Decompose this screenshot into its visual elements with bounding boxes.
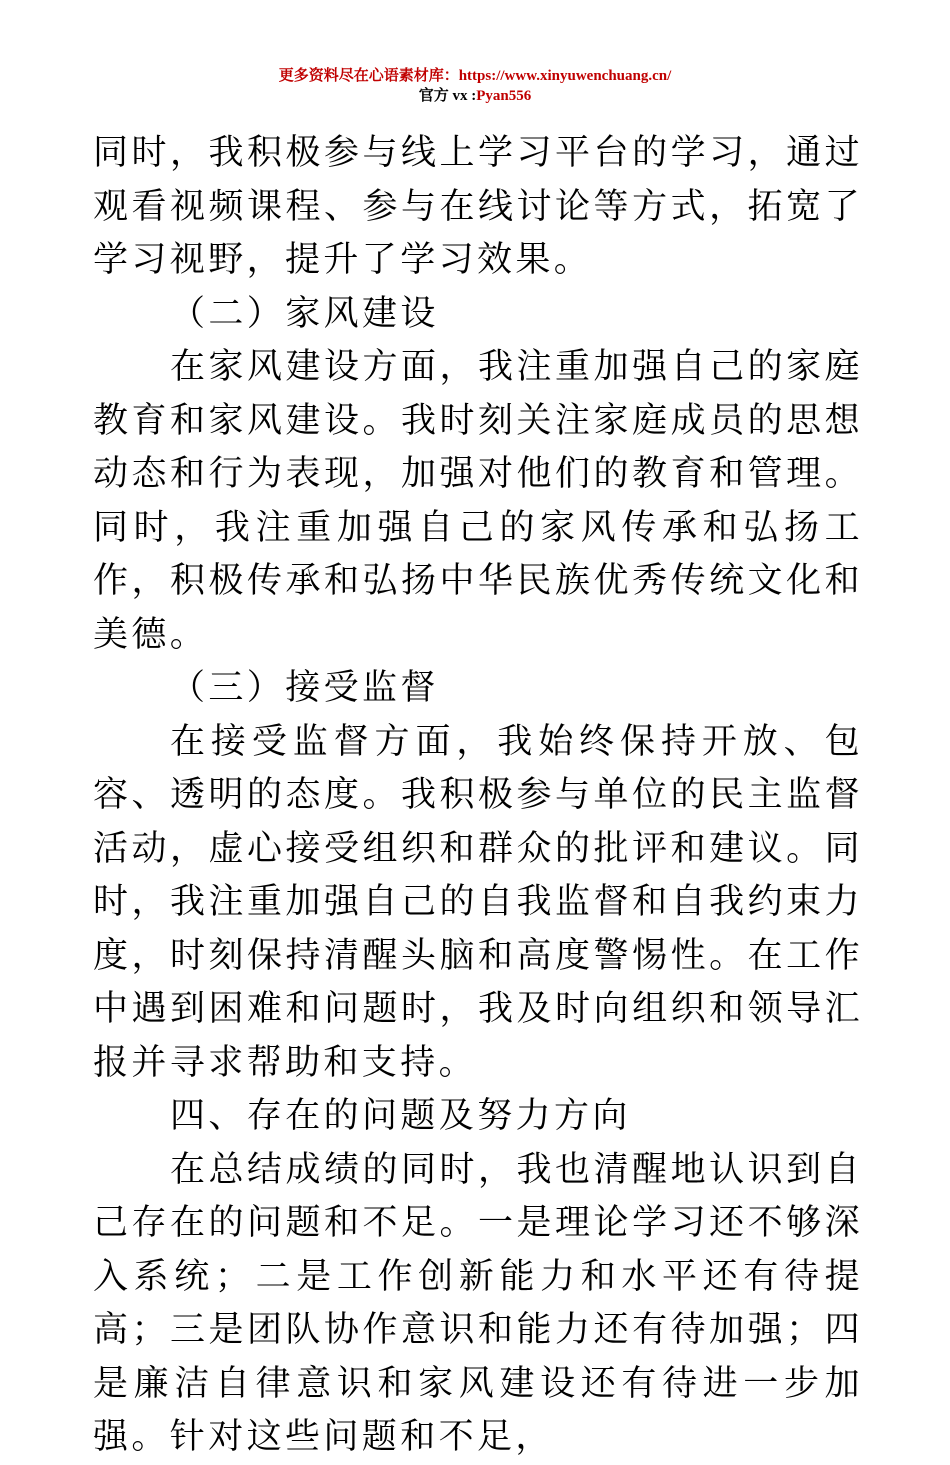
section-heading-supervision: （三）接受监督	[170, 668, 439, 708]
paragraph-supervision: 在接受监督方面，我始终保持开放、包容、透明的态度。我积极参与单位的民主监督活动，虚心接受组织和群众的批评和建议。同时，我注重加强自己的自我监督和自我约束力度，时刻保持清醒头脑和高度警惕性。在工作中遇到困难和问题时，我及时向组织和领导汇报并寻求帮助和支持。	[93, 721, 863, 1083]
contact-prefix: 官方 vx :	[418, 88, 477, 104]
contact-handle: Pyan556	[476, 88, 532, 104]
contact-line	[0, 86, 950, 106]
section-heading-family-style: （二）家风建设	[170, 293, 439, 334]
promo-line: 更多资料尽在心语素材库：https://www.xinyuwenchuang.cn/	[278, 68, 672, 84]
document-body	[93, 127, 863, 1465]
paragraph-family-style: 在家风建设方面，我注重加强自己的家庭教育和家风建设。我时刻关注家庭成员的思想动态和行为表现，加强对他们的教育和管理。同时，我注重加强自己的家风传承和弘扬工作，积极传承和弘扬中华民族优秀传统文化和美德。	[93, 347, 863, 655]
page-header	[0, 66, 950, 106]
paragraph-problems: 在总结成绩的同时，我也清醒地认识到自己存在的问题和不足。一是理论学习还不够深入系统；二是工作创新能力和水平还有待提高；三是团队协作意识和能力还有待加强；四是廉洁自律意识和家风建设还有待进一步加强。针对这些问题和不足，	[93, 1149, 863, 1457]
section-heading-problems: 四、存在的问题及努力方向	[170, 1096, 631, 1136]
paragraph-continued: 同时，我积极参与线上学习平台的学习，通过观看视频课程、参与在线讨论等方式，拓宽了学习视野，提升了学习效果。	[93, 133, 863, 280]
